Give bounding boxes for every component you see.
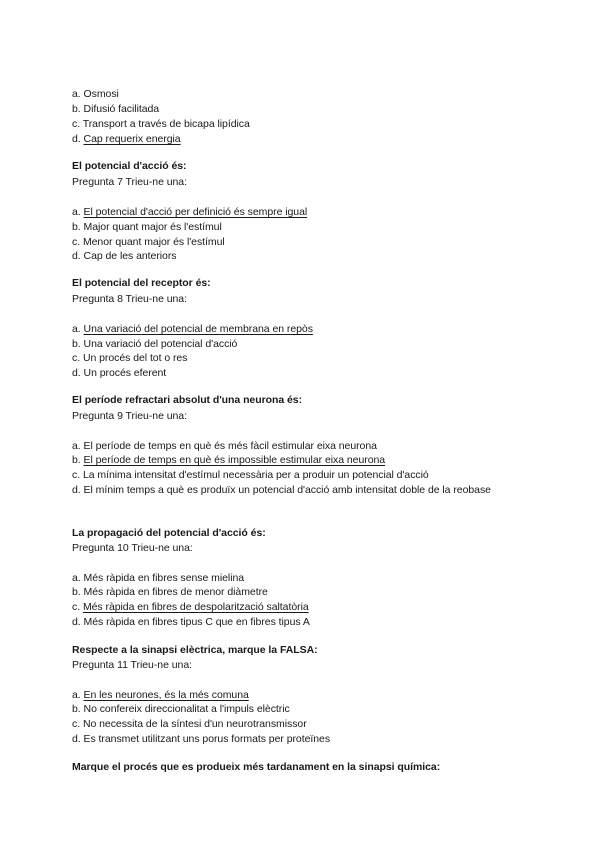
option-letter: b. xyxy=(72,586,84,598)
q10-option-d xyxy=(72,615,310,629)
q7-title: El potencial d'acció és: xyxy=(72,160,187,172)
q11-option-c xyxy=(72,717,307,731)
option-letter: c. xyxy=(72,469,83,481)
q7-option-b xyxy=(72,220,222,234)
option-letter: a. xyxy=(72,323,84,335)
option-text-correct: En les neurones, és la més comuna xyxy=(83,689,249,701)
option-letter: c. xyxy=(72,118,83,130)
option-letter: b. xyxy=(72,103,84,115)
q10-prompt: Pregunta 10 Trieu-ne una: xyxy=(72,542,193,554)
option-letter: d. xyxy=(72,367,84,379)
option-text: Transport a través de bicapa lipídica xyxy=(82,118,250,130)
option-letter: c. xyxy=(72,718,83,730)
option-text: La mínima intensitat d'estímul necessària per a produir un potencial d'acció xyxy=(82,469,429,481)
option-letter: a. xyxy=(72,572,84,584)
q11-option-b xyxy=(72,702,290,716)
option-text-correct: El potencial d'acció per definició és sempre igual xyxy=(83,206,308,218)
option-text: Més ràpida en fibres sense mielina xyxy=(83,572,245,584)
option-text: Més ràpida en fibres tipus C que en fibres tipus A xyxy=(83,616,310,628)
q7-option-a xyxy=(72,205,307,219)
q11-option-d xyxy=(72,732,330,746)
option-text: Un procés del tot o res xyxy=(82,352,188,364)
option-text: Difusió facilitada xyxy=(83,103,160,115)
q8-option-d xyxy=(72,366,166,380)
option-text: El període de temps en què és més fàcil estimular eixa neurona xyxy=(83,440,377,452)
option-text: Es transmet utilitzant uns porus formats per proteïnes xyxy=(83,733,331,745)
option-letter: d. xyxy=(72,133,84,145)
q11-prompt: Pregunta 11 Trieu-ne una: xyxy=(72,659,192,671)
q9-title: El període refractari absolut d'una neurona és: xyxy=(72,394,303,406)
q12-title: Marque el procés que es produeix més tardanament en la sinapsi química: xyxy=(72,761,441,773)
q9-option-a xyxy=(72,439,377,453)
option-letter: c. xyxy=(72,601,83,613)
option-letter: c. xyxy=(72,236,83,248)
option-text: Menor quant major és l'estímul xyxy=(82,236,225,248)
q11-title: Respecte a la sinapsi elèctrica, marque la FALSA: xyxy=(72,644,318,656)
q6-option-c xyxy=(72,117,250,131)
q8-option-a xyxy=(72,322,313,336)
option-text: Major quant major és l'estímul xyxy=(83,221,222,233)
option-letter: b. xyxy=(72,454,84,466)
option-letter: a. xyxy=(72,88,84,100)
option-text: Més ràpida en fibres de menor diàmetre xyxy=(83,586,268,598)
q10-option-c xyxy=(72,600,309,614)
q7-option-d xyxy=(72,249,177,263)
option-text-correct: Més ràpida en fibres de despolarització saltatòria xyxy=(82,601,309,613)
q6-option-d xyxy=(72,132,181,146)
q8-title: El potencial del receptor és: xyxy=(72,277,211,289)
option-letter: d. xyxy=(72,616,84,628)
q9-option-d xyxy=(72,483,491,497)
option-letter: c. xyxy=(72,352,83,364)
option-letter: d. xyxy=(72,250,84,262)
option-text: No confereix direccionalitat a l'impuls elèctric xyxy=(83,703,290,715)
option-letter: a. xyxy=(72,689,84,701)
q9-option-b xyxy=(72,453,385,467)
option-text: El mínim temps a què es produïx un potencial d'acció amb intensitat doble de la reobase xyxy=(83,484,491,496)
option-letter: a. xyxy=(72,440,84,452)
q7-prompt: Pregunta 7 Trieu-ne una: xyxy=(72,176,187,188)
option-text: Una variació del potencial d'acció xyxy=(83,338,238,350)
option-letter: b. xyxy=(72,338,84,350)
option-letter: b. xyxy=(72,703,84,715)
option-text-correct: El període de temps en què és impossible estimular eixa neurona xyxy=(83,454,386,466)
q9-option-c xyxy=(72,468,429,482)
q8-option-b xyxy=(72,337,237,351)
option-letter: d. xyxy=(72,733,84,745)
option-letter: b. xyxy=(72,221,84,233)
q7-option-c xyxy=(72,235,225,249)
q10-option-b xyxy=(72,585,268,599)
q10-option-a xyxy=(72,571,244,585)
option-text-correct: Cap requerix energia xyxy=(83,133,181,145)
q8-option-c xyxy=(72,351,187,365)
q6-option-b xyxy=(72,102,159,116)
option-letter: a. xyxy=(72,206,84,218)
q8-prompt: Pregunta 8 Trieu-ne una: xyxy=(72,293,187,305)
q10-title: La propagació del potencial d'acció és: xyxy=(72,527,266,539)
q6-option-a xyxy=(72,87,119,101)
option-text: No necessita de la síntesi d'un neurotransmissor xyxy=(82,718,307,730)
option-text: Cap de les anteriors xyxy=(83,250,177,262)
option-text: Osmosi xyxy=(83,88,119,100)
option-text-correct: Una variació del potencial de membrana en repòs xyxy=(83,323,313,335)
option-text: Un procés eferent xyxy=(83,367,167,379)
option-letter: d. xyxy=(72,484,84,496)
q9-prompt: Pregunta 9 Trieu-ne una: xyxy=(72,410,187,422)
q11-option-a xyxy=(72,688,249,702)
